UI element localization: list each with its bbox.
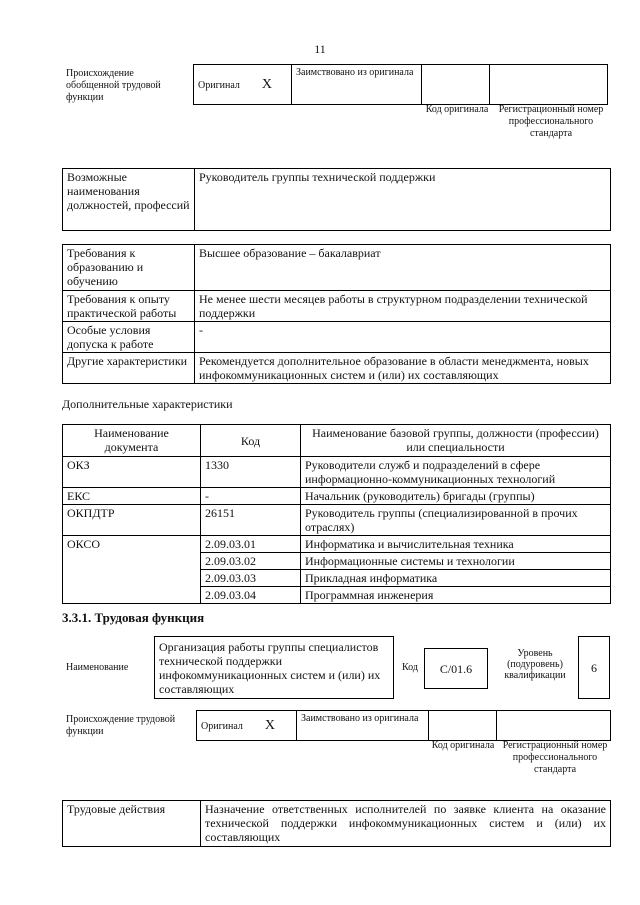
additional-name: Руководитель группы (специализированной в прочих отраслях) xyxy=(301,505,611,536)
origin2-borrowed-cell xyxy=(297,711,429,741)
table-row xyxy=(63,488,611,505)
origin-code-caption: Код оригинала xyxy=(425,104,489,115)
function-level-table xyxy=(578,636,610,699)
origin-original-label: Оригинал xyxy=(198,80,240,91)
additional-name: Программная инженерия xyxy=(301,587,611,604)
origin-original-cell xyxy=(194,65,292,105)
positions-label: Возможные наименования должностей, профессий xyxy=(63,169,195,231)
origin-table xyxy=(193,64,608,105)
additional-code: 2.09.03.02 xyxy=(201,553,301,570)
req-conditions-label: Особые условия допуска к работе xyxy=(63,322,195,353)
additional-code: 2.09.03.04 xyxy=(201,587,301,604)
additional-title: Дополнительные характеристики xyxy=(62,397,233,411)
table-row xyxy=(63,536,611,553)
origin2-reg-cell xyxy=(497,711,611,741)
additional-header-code: Код xyxy=(201,425,301,457)
function-code-value: С/01.6 xyxy=(425,649,488,689)
additional-code: 26151 xyxy=(201,505,301,536)
origin2-original-label: Оригинал xyxy=(201,721,243,732)
positions-table xyxy=(62,168,611,231)
additional-doc: ЕКС xyxy=(63,488,201,505)
requirements-table xyxy=(62,244,611,384)
origin-reg-caption: Регистрационный номер профессионального стандарта xyxy=(498,104,604,139)
actions-table xyxy=(62,800,611,847)
req-other-label: Другие характеристики xyxy=(63,353,195,384)
req-other-value: Рекомендуется дополнительное образование в области менеджмента, новых инфокоммуникационных систем и (или) их составляющих xyxy=(195,353,611,384)
origin2-label: Происхождение трудовой функции xyxy=(66,714,176,737)
origin2-x-mark: X xyxy=(264,718,276,733)
table-row xyxy=(63,505,611,536)
function-code-table xyxy=(424,648,488,689)
origin2-code-cell xyxy=(429,711,497,741)
additional-name: Руководители служб и подразделений в сфере информационно-коммуникационных технологий xyxy=(301,457,611,488)
additional-table xyxy=(62,424,611,604)
origin2-borrowed-label: Заимствовано из оригинала xyxy=(301,713,419,724)
section-heading: 3.3.1. Трудовая функция xyxy=(62,610,205,625)
req-experience-label: Требования к опыту практической работы xyxy=(63,291,195,322)
actions-value: Назначение ответственных исполнителей по заявке клиента на оказание технической поддержки инфокоммуникационных систем и (или) их составляющих xyxy=(201,801,611,847)
additional-code: 2.09.03.03 xyxy=(201,570,301,587)
function-level-value: 6 xyxy=(579,637,610,699)
additional-code: 1330 xyxy=(201,457,301,488)
req-conditions-value: - xyxy=(195,322,611,353)
function-name-label: Наименование xyxy=(66,662,129,673)
origin2-reg-caption: Регистрационный номер профессионального стандарта xyxy=(502,740,608,775)
additional-header-name: Наименование базовой группы, должности (профессии) или специальности xyxy=(301,425,611,457)
origin2-original-cell xyxy=(197,711,297,741)
additional-header-doc: Наименование документа xyxy=(63,425,201,457)
req-education-value: Высшее образование – бакалавриат xyxy=(195,245,611,291)
req-education-label: Требования к образованию и обучению xyxy=(63,245,195,291)
req-experience-value: Не менее шести месяцев работы в структурном подразделении технической поддержки xyxy=(195,291,611,322)
function-code-label: Код xyxy=(402,662,418,673)
additional-doc: ОКПДТР xyxy=(63,505,201,536)
positions-value: Руководитель группы технической поддержки xyxy=(195,169,611,231)
origin-reg-cell xyxy=(490,65,608,105)
actions-label: Трудовые действия xyxy=(63,801,201,847)
origin-x-mark: X xyxy=(261,77,273,92)
additional-name: Начальник (руководитель) бригады (группы) xyxy=(301,488,611,505)
origin-borrowed-cell xyxy=(292,65,422,105)
additional-name: Прикладная информатика xyxy=(301,570,611,587)
table-row xyxy=(63,457,611,488)
origin-code-cell xyxy=(422,65,490,105)
additional-code: 2.09.03.01 xyxy=(201,536,301,553)
additional-name: Информатика и вычислительная техника xyxy=(301,536,611,553)
function-name-value: Организация работы группы специалистов технической поддержки инфокоммуникационных систем и (или) их составляющих xyxy=(155,637,394,699)
function-level-label: Уровень (подуровень) квалификации xyxy=(504,648,566,681)
function-name-table xyxy=(154,636,394,699)
origin-label: Происхождение обобщенной трудовой функции xyxy=(66,68,161,103)
origin-borrowed-label: Заимствовано из оригинала xyxy=(296,67,414,78)
origin2-table xyxy=(196,710,611,741)
page-number: 11 xyxy=(314,42,326,56)
additional-doc: ОКСО xyxy=(63,536,201,604)
additional-name: Информационные системы и технологии xyxy=(301,553,611,570)
origin2-code-caption: Код оригинала xyxy=(431,740,495,751)
additional-code: - xyxy=(201,488,301,505)
additional-doc: ОКЗ xyxy=(63,457,201,488)
